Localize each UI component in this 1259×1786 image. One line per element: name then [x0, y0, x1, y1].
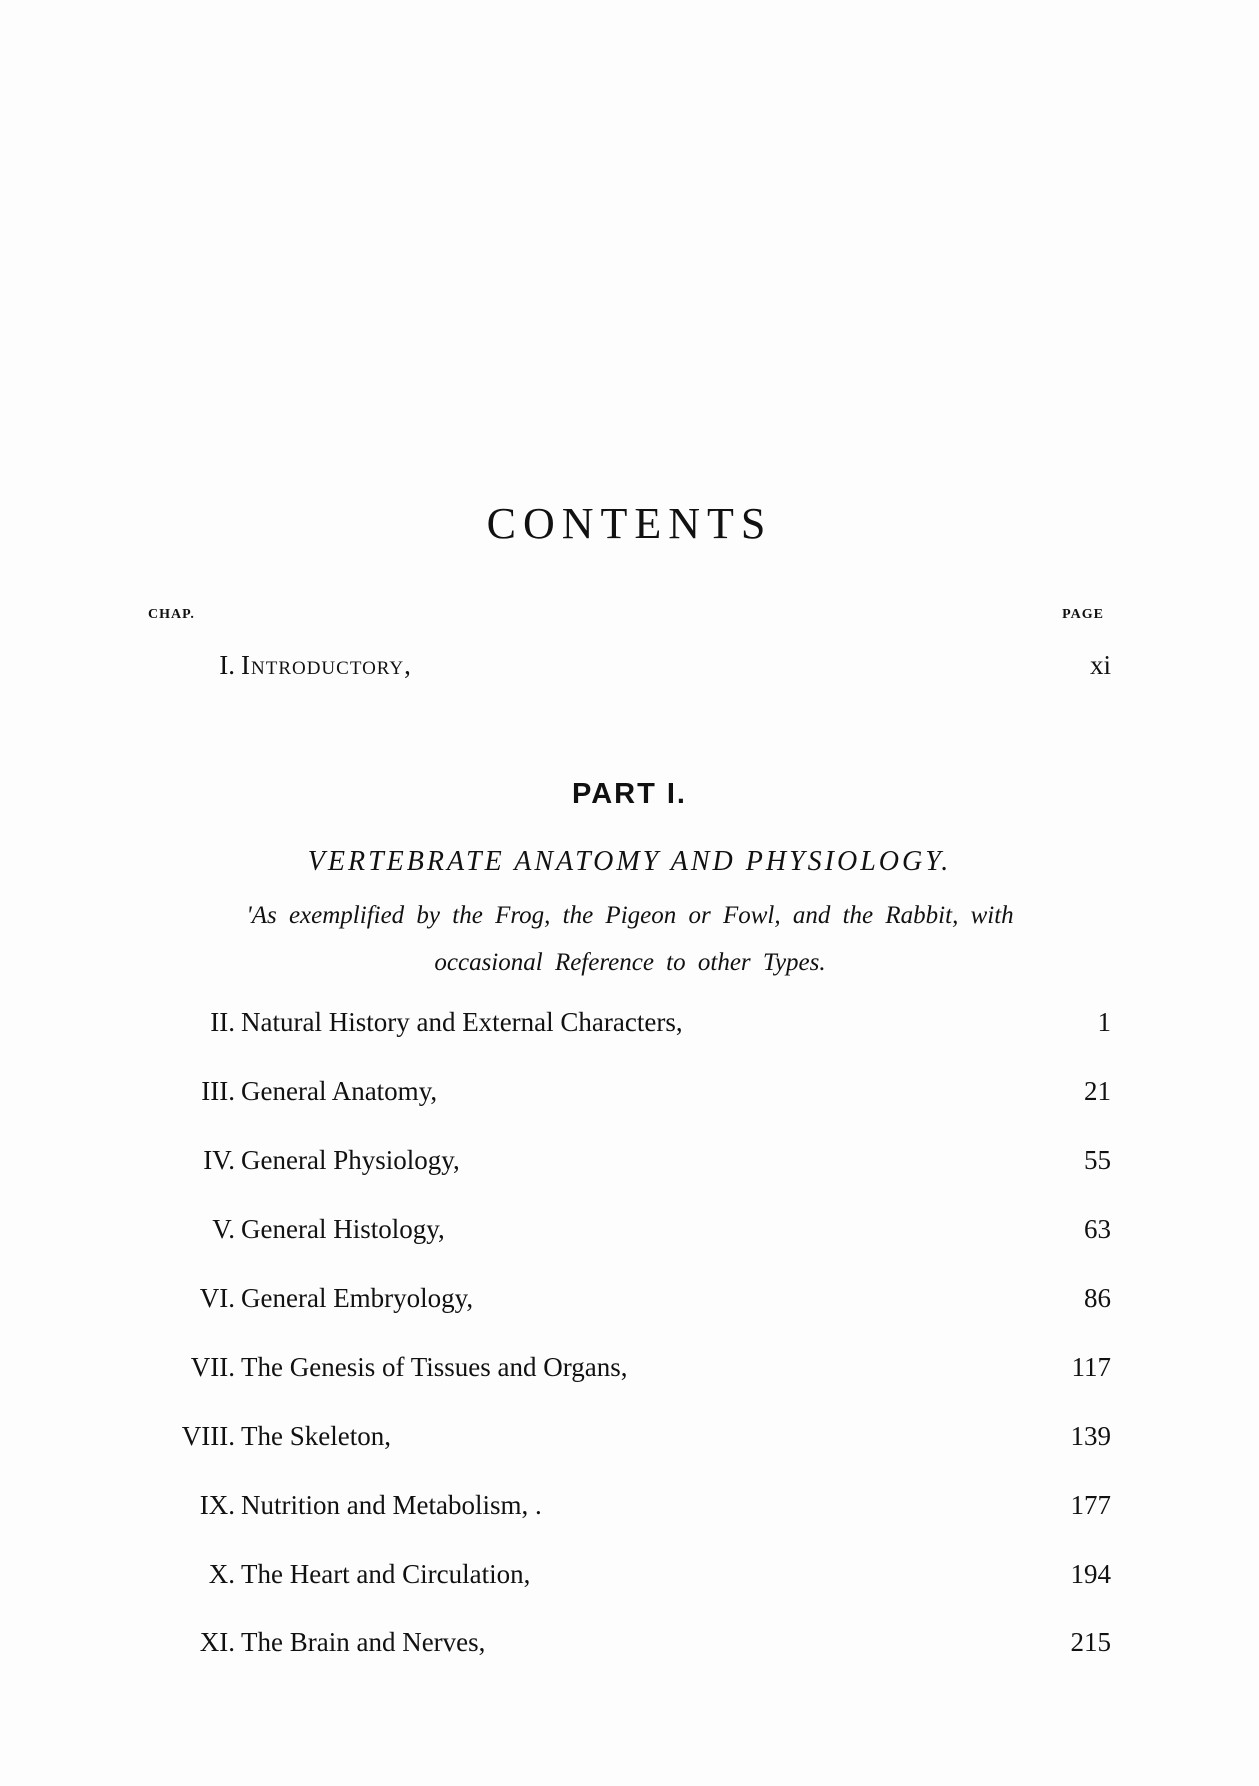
chapter-number: VI.	[199, 1283, 235, 1313]
chapter-title: Introductory,	[241, 650, 412, 680]
page-number: 177	[1070, 1490, 1111, 1520]
page-number: 1	[1097, 1007, 1111, 1037]
page-number: 117	[1071, 1352, 1111, 1382]
chapter-title: General Histology,	[241, 1214, 445, 1244]
toc-entry	[0, 1214, 1259, 1254]
chapter-number: IX.	[199, 1490, 235, 1520]
chapter-number: IV.	[203, 1145, 235, 1175]
chapter-title: The Skeleton,	[241, 1421, 391, 1451]
chapter-title: The Heart and Circulation,	[241, 1559, 531, 1589]
chapter-number: VII.	[190, 1352, 235, 1382]
page-column-header: PAGE	[1062, 607, 1104, 622]
page-number: 139	[1070, 1421, 1111, 1451]
chapter-title: Natural History and External Characters,	[241, 1007, 683, 1037]
chapter-number: III.	[201, 1076, 235, 1106]
chapter-number: I.	[219, 650, 235, 680]
toc-entry-introductory	[0, 650, 1259, 690]
chapter-title: The Genesis of Tissues and Organs,	[241, 1352, 628, 1382]
chapter-title: Nutrition and Metabolism, .	[241, 1490, 542, 1520]
toc-entry	[0, 1559, 1259, 1599]
part-subtitle: VERTEBRATE ANATOMY AND PHYSIOLOGY.	[307, 846, 952, 877]
page-number: xi	[1089, 650, 1111, 680]
toc-entry	[0, 1352, 1259, 1392]
toc-entry	[0, 1007, 1259, 1047]
page-number: 63	[1084, 1214, 1111, 1244]
chapter-number: X.	[208, 1559, 235, 1589]
part-description: 'As exemplified by the Frog, the Pigeon or Fowl, and the Rabbit, with occasional Reference to other Types.	[246, 902, 1014, 976]
page-title: CONTENTS	[486, 499, 773, 548]
chapter-number: II.	[210, 1007, 235, 1037]
page-number: 194	[1070, 1559, 1111, 1589]
toc-entry	[0, 1490, 1259, 1530]
toc-entry	[0, 1283, 1259, 1323]
chapter-number: V.	[212, 1214, 235, 1244]
part-label: PART I.	[572, 778, 687, 810]
toc-entry	[0, 1421, 1259, 1461]
page-number: 21	[1084, 1076, 1111, 1106]
page-number: 215	[1070, 1627, 1111, 1657]
chapter-title: General Physiology,	[241, 1145, 460, 1175]
chapter-title: General Embryology,	[241, 1283, 474, 1313]
chapter-title: General Anatomy,	[241, 1076, 438, 1106]
toc-entry	[0, 1145, 1259, 1185]
page-number: 86	[1084, 1283, 1111, 1313]
toc-entry	[0, 1627, 1259, 1667]
chapter-number: VIII.	[181, 1421, 235, 1451]
page-number: 55	[1084, 1145, 1111, 1175]
chap-column-header: CHAP.	[148, 607, 195, 622]
toc-entry	[0, 1076, 1259, 1116]
chapter-number: XI.	[199, 1627, 235, 1657]
chapter-title: The Brain and Nerves,	[241, 1627, 486, 1657]
